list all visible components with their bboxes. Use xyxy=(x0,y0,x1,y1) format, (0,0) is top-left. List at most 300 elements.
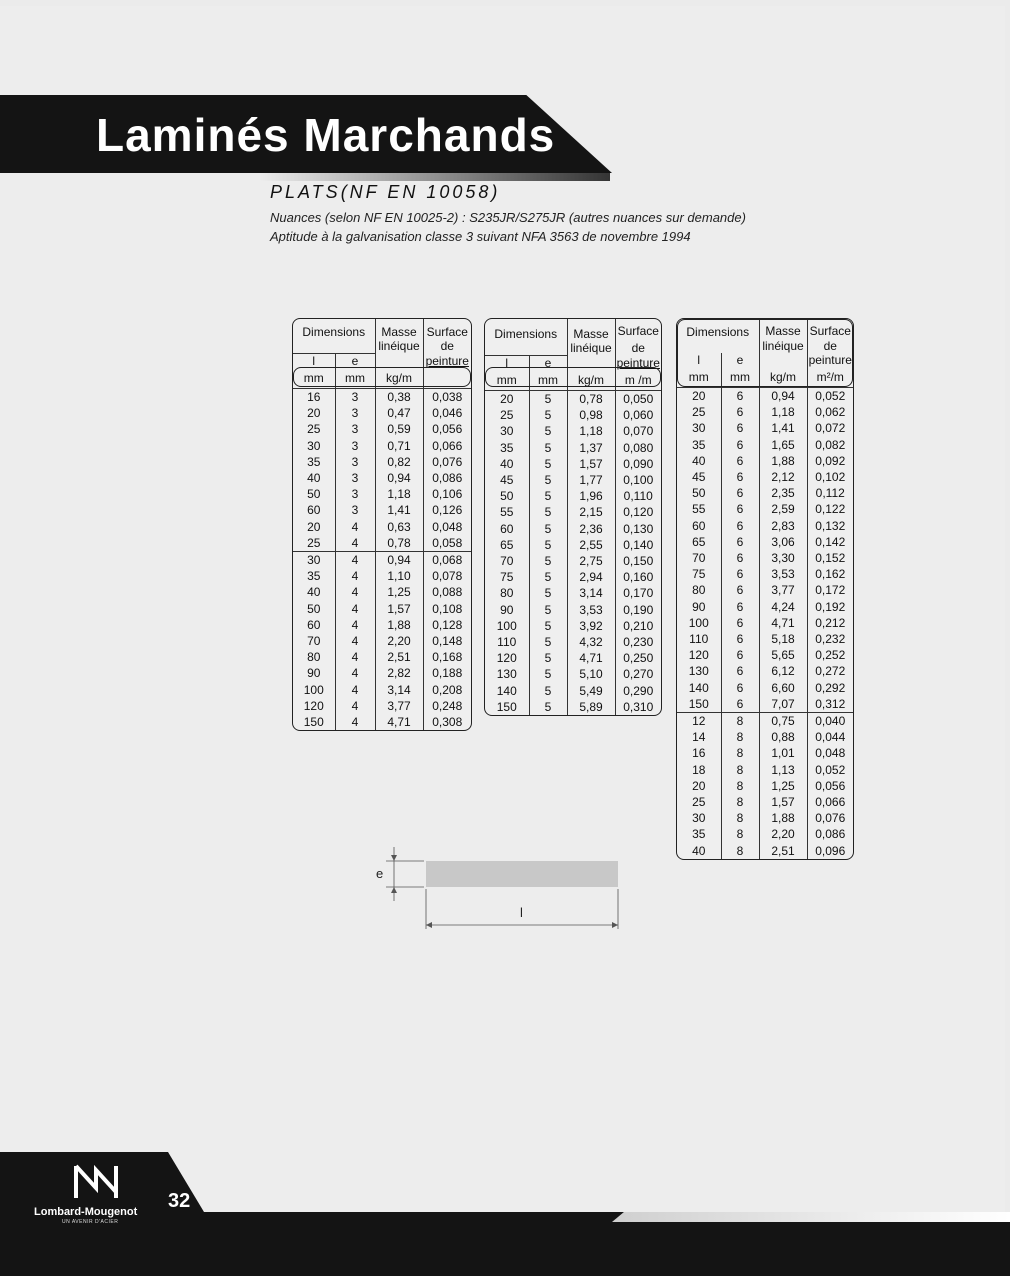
table-row xyxy=(485,683,661,699)
table-row xyxy=(485,602,661,618)
cell-surface: 0,092 xyxy=(807,453,853,469)
cell-mass: 4,32 xyxy=(567,634,615,650)
cell-thickness: 6 xyxy=(721,599,759,615)
cell-mass: 0,88 xyxy=(759,729,807,745)
cell-thickness: 4 xyxy=(335,714,375,730)
cell-thickness: 4 xyxy=(335,649,375,665)
cell-width: 20 xyxy=(692,778,706,793)
cell-mass: 1,25 xyxy=(759,778,807,794)
cell-thickness: 8 xyxy=(721,843,759,859)
cell-mass: 1,57 xyxy=(759,794,807,810)
cell-surface: 0,312 xyxy=(807,696,853,713)
cell-mass: 4,71 xyxy=(759,615,807,631)
cell-width: 50 xyxy=(307,487,321,502)
cell-thickness: 6 xyxy=(721,582,759,598)
cell-width: 35 xyxy=(500,440,514,455)
cell-mass: 4,71 xyxy=(375,714,423,730)
cell-surface: 0,290 xyxy=(615,683,661,699)
table-row xyxy=(293,519,471,535)
cell-surface: 0,250 xyxy=(615,650,661,666)
table-row xyxy=(677,518,853,534)
cell-thickness: 4 xyxy=(335,698,375,714)
cell-thickness: 8 xyxy=(721,745,759,761)
cell-thickness: 6 xyxy=(721,453,759,469)
cell-surface: 0,108 xyxy=(423,601,471,617)
cell-surface: 0,162 xyxy=(807,566,853,582)
cell-width: 60 xyxy=(307,617,321,632)
cell-width: 100 xyxy=(688,615,709,630)
cell-surface: 0,110 xyxy=(615,488,661,504)
cell-mass: 6,12 xyxy=(759,663,807,679)
unit-e: mm xyxy=(529,370,567,391)
table-row xyxy=(677,778,853,794)
header-lineique: linéique xyxy=(759,339,807,353)
unit-e: mm xyxy=(721,367,759,388)
cell-mass: 0,71 xyxy=(375,438,423,454)
cell-surface: 0,172 xyxy=(807,582,853,598)
cell-surface: 0,062 xyxy=(807,404,853,420)
table-row xyxy=(293,584,471,600)
cell-thickness: 5 xyxy=(529,602,567,618)
cell-surface: 0,208 xyxy=(423,682,471,698)
table-row xyxy=(677,647,853,663)
cell-width: 16 xyxy=(692,746,706,761)
cell-width: 80 xyxy=(500,586,514,601)
cell-width: 80 xyxy=(307,650,321,665)
cell-thickness: 6 xyxy=(721,615,759,631)
cell-mass: 0,98 xyxy=(567,407,615,423)
table-row xyxy=(293,552,471,569)
cell-mass: 3,14 xyxy=(567,585,615,601)
table-row xyxy=(485,666,661,682)
header-surface: Surface xyxy=(615,319,661,341)
cell-surface: 0,308 xyxy=(423,714,471,730)
table-header xyxy=(677,319,853,388)
cell-thickness: 5 xyxy=(529,650,567,666)
cell-surface: 0,132 xyxy=(807,518,853,534)
header-masse: Masse xyxy=(375,319,423,339)
table-row xyxy=(677,762,853,778)
cell-surface: 0,232 xyxy=(807,631,853,647)
cell-mass: 3,14 xyxy=(375,682,423,698)
cell-thickness: 5 xyxy=(529,683,567,699)
cell-surface: 0,160 xyxy=(615,569,661,585)
cell-thickness: 5 xyxy=(529,699,567,715)
cell-mass: 2,12 xyxy=(759,469,807,485)
unit-e: mm xyxy=(335,368,375,389)
cell-width: 55 xyxy=(500,505,514,520)
cell-surface: 0,120 xyxy=(615,504,661,520)
cell-thickness: 5 xyxy=(529,440,567,456)
cell-width: 35 xyxy=(692,827,706,842)
cell-surface: 0,252 xyxy=(807,647,853,663)
table-row xyxy=(485,585,661,601)
cell-width: 35 xyxy=(307,569,321,584)
cell-thickness: 6 xyxy=(721,550,759,566)
header-blank xyxy=(759,353,807,367)
cell-surface: 0,112 xyxy=(807,485,853,501)
cell-mass: 2,94 xyxy=(567,569,615,585)
table-row xyxy=(677,469,853,485)
cell-surface: 0,192 xyxy=(807,599,853,615)
table-row xyxy=(485,699,661,715)
cell-width: 35 xyxy=(307,454,321,469)
cell-thickness: 5 xyxy=(529,666,567,682)
cell-width: 80 xyxy=(692,583,706,598)
cell-mass: 2,55 xyxy=(567,537,615,553)
cell-mass: 1,37 xyxy=(567,440,615,456)
cell-width: 150 xyxy=(303,715,324,730)
table-row xyxy=(677,388,853,405)
cell-mass: 2,20 xyxy=(759,826,807,842)
table-row xyxy=(485,391,661,408)
cell-mass: 6,60 xyxy=(759,680,807,696)
cell-width: 25 xyxy=(500,408,514,423)
cell-width: 120 xyxy=(688,648,709,663)
header-surface: Surface xyxy=(807,319,853,339)
cell-mass: 2,20 xyxy=(375,633,423,649)
cell-thickness: 6 xyxy=(721,680,759,696)
table-row xyxy=(293,535,471,552)
l-arrow-right xyxy=(612,922,618,928)
cell-width: 120 xyxy=(496,651,517,666)
table-row xyxy=(677,713,853,730)
header-peinture: peinture xyxy=(616,355,660,370)
unit-l: mm xyxy=(688,369,709,384)
cell-surface: 0,088 xyxy=(423,584,471,600)
cell-width: 50 xyxy=(307,601,321,616)
cell-surface: 0,086 xyxy=(807,826,853,842)
header-dimensions: Dimensions xyxy=(494,327,558,341)
page-title: Laminés Marchands xyxy=(96,109,556,161)
cell-thickness: 4 xyxy=(335,568,375,584)
galvanisation-note: Aptitude à la galvanisation classe 3 suivant NFA 3563 de novembre 1994 xyxy=(270,229,691,244)
cell-width: 55 xyxy=(692,502,706,517)
cell-width: 100 xyxy=(303,682,324,697)
cell-thickness: 3 xyxy=(335,454,375,470)
table-row xyxy=(293,389,471,406)
cell-mass: 1,18 xyxy=(567,423,615,439)
cell-mass: 1,77 xyxy=(567,472,615,488)
cell-width: 30 xyxy=(692,421,706,436)
table-row xyxy=(293,568,471,584)
cell-surface: 0,072 xyxy=(807,420,853,436)
cell-surface: 0,152 xyxy=(807,550,853,566)
unit-surface: m /m xyxy=(615,370,661,391)
cell-mass: 1,25 xyxy=(375,584,423,600)
cell-thickness: 6 xyxy=(721,420,759,436)
cell-mass: 1,41 xyxy=(759,420,807,436)
cell-width: 90 xyxy=(692,599,706,614)
table-row xyxy=(677,729,853,745)
table-row xyxy=(677,437,853,453)
cell-thickness: 6 xyxy=(721,534,759,550)
header-de: de xyxy=(423,339,471,354)
cell-width: 30 xyxy=(307,438,321,453)
cell-surface: 0,106 xyxy=(423,486,471,502)
cell-thickness: 5 xyxy=(529,585,567,601)
cell-mass: 1,57 xyxy=(567,456,615,472)
e-label: e xyxy=(376,866,384,881)
cell-thickness: 8 xyxy=(721,826,759,842)
header-dimensions: Dimensions xyxy=(686,325,750,339)
cell-width: 150 xyxy=(688,696,709,711)
table-thickness-6-8 xyxy=(676,318,854,860)
cell-mass: 1,18 xyxy=(759,404,807,420)
cell-surface: 0,168 xyxy=(423,649,471,665)
header-peinture: peinture xyxy=(808,353,852,367)
cell-width: 150 xyxy=(496,699,517,714)
table-header xyxy=(485,319,661,391)
cell-width: 65 xyxy=(500,537,514,552)
cell-thickness: 6 xyxy=(721,631,759,647)
header-de: de xyxy=(615,341,661,356)
cell-mass: 0,38 xyxy=(375,389,423,406)
cell-thickness: 5 xyxy=(529,456,567,472)
cell-width: 16 xyxy=(293,389,335,406)
cell-width: 140 xyxy=(688,680,709,695)
cell-mass: 1,13 xyxy=(759,762,807,778)
cell-width: 25 xyxy=(692,405,706,420)
cell-mass: 5,18 xyxy=(759,631,807,647)
cell-mass: 1,57 xyxy=(375,601,423,617)
cell-mass: 2,82 xyxy=(375,665,423,681)
cell-width: 75 xyxy=(500,570,514,585)
flat-bar-section xyxy=(426,861,618,887)
cell-surface: 0,096 xyxy=(807,843,853,859)
cell-surface: 0,076 xyxy=(423,454,471,470)
cell-width: 20 xyxy=(485,391,529,408)
table-row xyxy=(293,617,471,633)
cell-thickness: 6 xyxy=(721,485,759,501)
cell-surface: 0,056 xyxy=(423,421,471,437)
table-row xyxy=(293,405,471,421)
cell-surface: 0,048 xyxy=(423,519,471,535)
table-row xyxy=(677,404,853,420)
cell-mass: 2,15 xyxy=(567,504,615,520)
cell-width: 20 xyxy=(307,519,321,534)
cell-thickness: 5 xyxy=(529,634,567,650)
cell-mass: 2,83 xyxy=(759,518,807,534)
cell-thickness: 3 xyxy=(335,389,375,406)
table-row xyxy=(677,566,853,582)
cell-surface: 0,082 xyxy=(807,437,853,453)
cell-width: 70 xyxy=(307,634,321,649)
cell-surface: 0,126 xyxy=(423,502,471,518)
cell-surface: 0,128 xyxy=(423,617,471,633)
cell-thickness: 4 xyxy=(335,665,375,681)
cell-thickness: 3 xyxy=(335,421,375,437)
table-row xyxy=(293,601,471,617)
table-row xyxy=(677,843,853,859)
cell-surface: 0,080 xyxy=(615,440,661,456)
cell-width: 65 xyxy=(692,534,706,549)
cell-mass: 0,75 xyxy=(759,713,807,730)
cell-thickness: 8 xyxy=(721,729,759,745)
header-spacer xyxy=(293,339,375,354)
cell-surface: 0,076 xyxy=(807,810,853,826)
cell-surface: 0,230 xyxy=(615,634,661,650)
cell-surface: 0,140 xyxy=(615,537,661,553)
table-row xyxy=(293,486,471,502)
unit-l: mm xyxy=(303,370,324,385)
cell-surface: 0,060 xyxy=(615,407,661,423)
cell-mass: 4,24 xyxy=(759,599,807,615)
cell-thickness: 8 xyxy=(721,762,759,778)
cell-surface: 0,122 xyxy=(807,501,853,517)
cell-thickness: 5 xyxy=(529,537,567,553)
cell-thickness: 6 xyxy=(721,518,759,534)
cell-thickness: 6 xyxy=(721,566,759,582)
cell-width: 60 xyxy=(692,518,706,533)
cell-mass: 3,77 xyxy=(759,582,807,598)
cell-thickness: 5 xyxy=(529,521,567,537)
header-blank xyxy=(375,354,423,369)
cell-width: 40 xyxy=(500,456,514,471)
cell-mass: 3,53 xyxy=(759,566,807,582)
cell-thickness: 6 xyxy=(721,437,759,453)
cell-width: 110 xyxy=(497,635,517,650)
cell-surface: 0,044 xyxy=(807,729,853,745)
cell-surface: 0,100 xyxy=(615,472,661,488)
table-row xyxy=(677,534,853,550)
cell-thickness: 6 xyxy=(721,469,759,485)
header-spacer xyxy=(677,339,759,353)
footer-fade xyxy=(612,1212,1010,1222)
cell-surface: 0,068 xyxy=(423,552,471,569)
cell-thickness: 4 xyxy=(335,552,375,569)
cell-mass: 1,88 xyxy=(759,810,807,826)
table-row xyxy=(485,488,661,504)
cell-thickness: 5 xyxy=(529,423,567,439)
table-row xyxy=(677,485,853,501)
table-row xyxy=(677,631,853,647)
unit-masse: kg/m xyxy=(375,368,423,389)
cell-surface: 0,078 xyxy=(423,568,471,584)
table-row xyxy=(485,634,661,650)
table-row xyxy=(485,472,661,488)
cell-mass: 3,53 xyxy=(567,602,615,618)
header-e: e xyxy=(721,353,759,367)
cell-surface: 0,052 xyxy=(807,388,853,405)
table-row xyxy=(485,504,661,520)
table-row xyxy=(677,453,853,469)
cell-width: 140 xyxy=(496,683,517,698)
cell-width: 120 xyxy=(303,698,324,713)
table-row xyxy=(293,698,471,714)
table-row xyxy=(293,470,471,486)
cell-mass: 1,41 xyxy=(375,502,423,518)
cell-surface: 0,058 xyxy=(423,535,471,552)
header-lineique: linéique xyxy=(567,341,615,356)
cell-surface: 0,272 xyxy=(807,663,853,679)
cell-mass: 0,47 xyxy=(375,405,423,421)
table-row xyxy=(485,618,661,634)
table-row xyxy=(485,440,661,456)
cell-surface: 0,270 xyxy=(615,666,661,682)
cell-mass: 2,75 xyxy=(567,553,615,569)
table-row xyxy=(677,582,853,598)
cell-mass: 2,59 xyxy=(759,501,807,517)
cell-mass: 1,88 xyxy=(759,453,807,469)
cell-surface: 0,066 xyxy=(423,438,471,454)
flat-bar-diagram xyxy=(370,845,630,935)
header-peinture: peinture xyxy=(423,354,471,369)
cell-thickness: 5 xyxy=(529,569,567,585)
header-l: l xyxy=(505,356,509,370)
cell-mass: 3,06 xyxy=(759,534,807,550)
unit-masse: kg/m xyxy=(567,370,615,391)
cell-surface: 0,070 xyxy=(615,423,661,439)
cell-thickness: 5 xyxy=(529,488,567,504)
table-row xyxy=(677,615,853,631)
cell-mass: 4,71 xyxy=(567,650,615,666)
cell-width: 20 xyxy=(677,388,721,405)
cell-width: 70 xyxy=(692,551,706,566)
cell-thickness: 3 xyxy=(335,486,375,502)
table-row xyxy=(485,456,661,472)
cell-mass: 2,36 xyxy=(567,521,615,537)
cell-thickness: 6 xyxy=(721,501,759,517)
table-row xyxy=(677,420,853,436)
cell-width: 20 xyxy=(307,406,321,421)
table-row xyxy=(293,649,471,665)
grades-note: Nuances (selon NF EN 10025-2) : S235JR/S275JR (autres nuances sur demande) xyxy=(270,210,746,225)
header-de: de xyxy=(807,339,853,353)
table-row xyxy=(677,745,853,761)
cell-width: 45 xyxy=(500,473,514,488)
cell-mass: 5,49 xyxy=(567,683,615,699)
cell-mass: 5,89 xyxy=(567,699,615,715)
cell-surface: 0,210 xyxy=(615,618,661,634)
cell-width: 40 xyxy=(307,585,321,600)
cell-width: 18 xyxy=(692,762,706,777)
cell-width: 14 xyxy=(692,730,706,745)
table-row xyxy=(485,537,661,553)
cell-width: 60 xyxy=(307,503,321,518)
cell-mass: 0,78 xyxy=(375,535,423,552)
table-row xyxy=(485,569,661,585)
table-row xyxy=(485,521,661,537)
cell-surface: 0,050 xyxy=(615,391,661,408)
cell-thickness: 3 xyxy=(335,438,375,454)
cell-surface: 0,130 xyxy=(615,521,661,537)
cell-width: 25 xyxy=(692,795,706,810)
cell-thickness: 5 xyxy=(529,618,567,634)
header-blank xyxy=(567,356,615,371)
company-logo-icon xyxy=(72,1162,120,1202)
l-arrow-left xyxy=(426,922,432,928)
cell-width: 30 xyxy=(293,552,335,569)
section-title: PLATS(NF EN 10058) xyxy=(270,182,501,202)
cell-width: 110 xyxy=(689,632,709,647)
company-name: Lombard-Mougenot xyxy=(34,1206,138,1218)
cell-width: 50 xyxy=(692,486,706,501)
cell-width: 90 xyxy=(307,666,321,681)
cell-thickness: 4 xyxy=(335,682,375,698)
cell-thickness: 3 xyxy=(335,470,375,486)
table-row xyxy=(293,502,471,518)
cell-mass: 0,63 xyxy=(375,519,423,535)
cell-surface: 0,190 xyxy=(615,602,661,618)
cell-surface: 0,212 xyxy=(807,615,853,631)
table-row xyxy=(293,454,471,470)
cell-width: 35 xyxy=(692,437,706,452)
cell-mass: 3,92 xyxy=(567,618,615,634)
cell-thickness: 5 xyxy=(529,504,567,520)
cell-width: 30 xyxy=(692,811,706,826)
header-dimensions: Dimensions xyxy=(302,325,366,339)
